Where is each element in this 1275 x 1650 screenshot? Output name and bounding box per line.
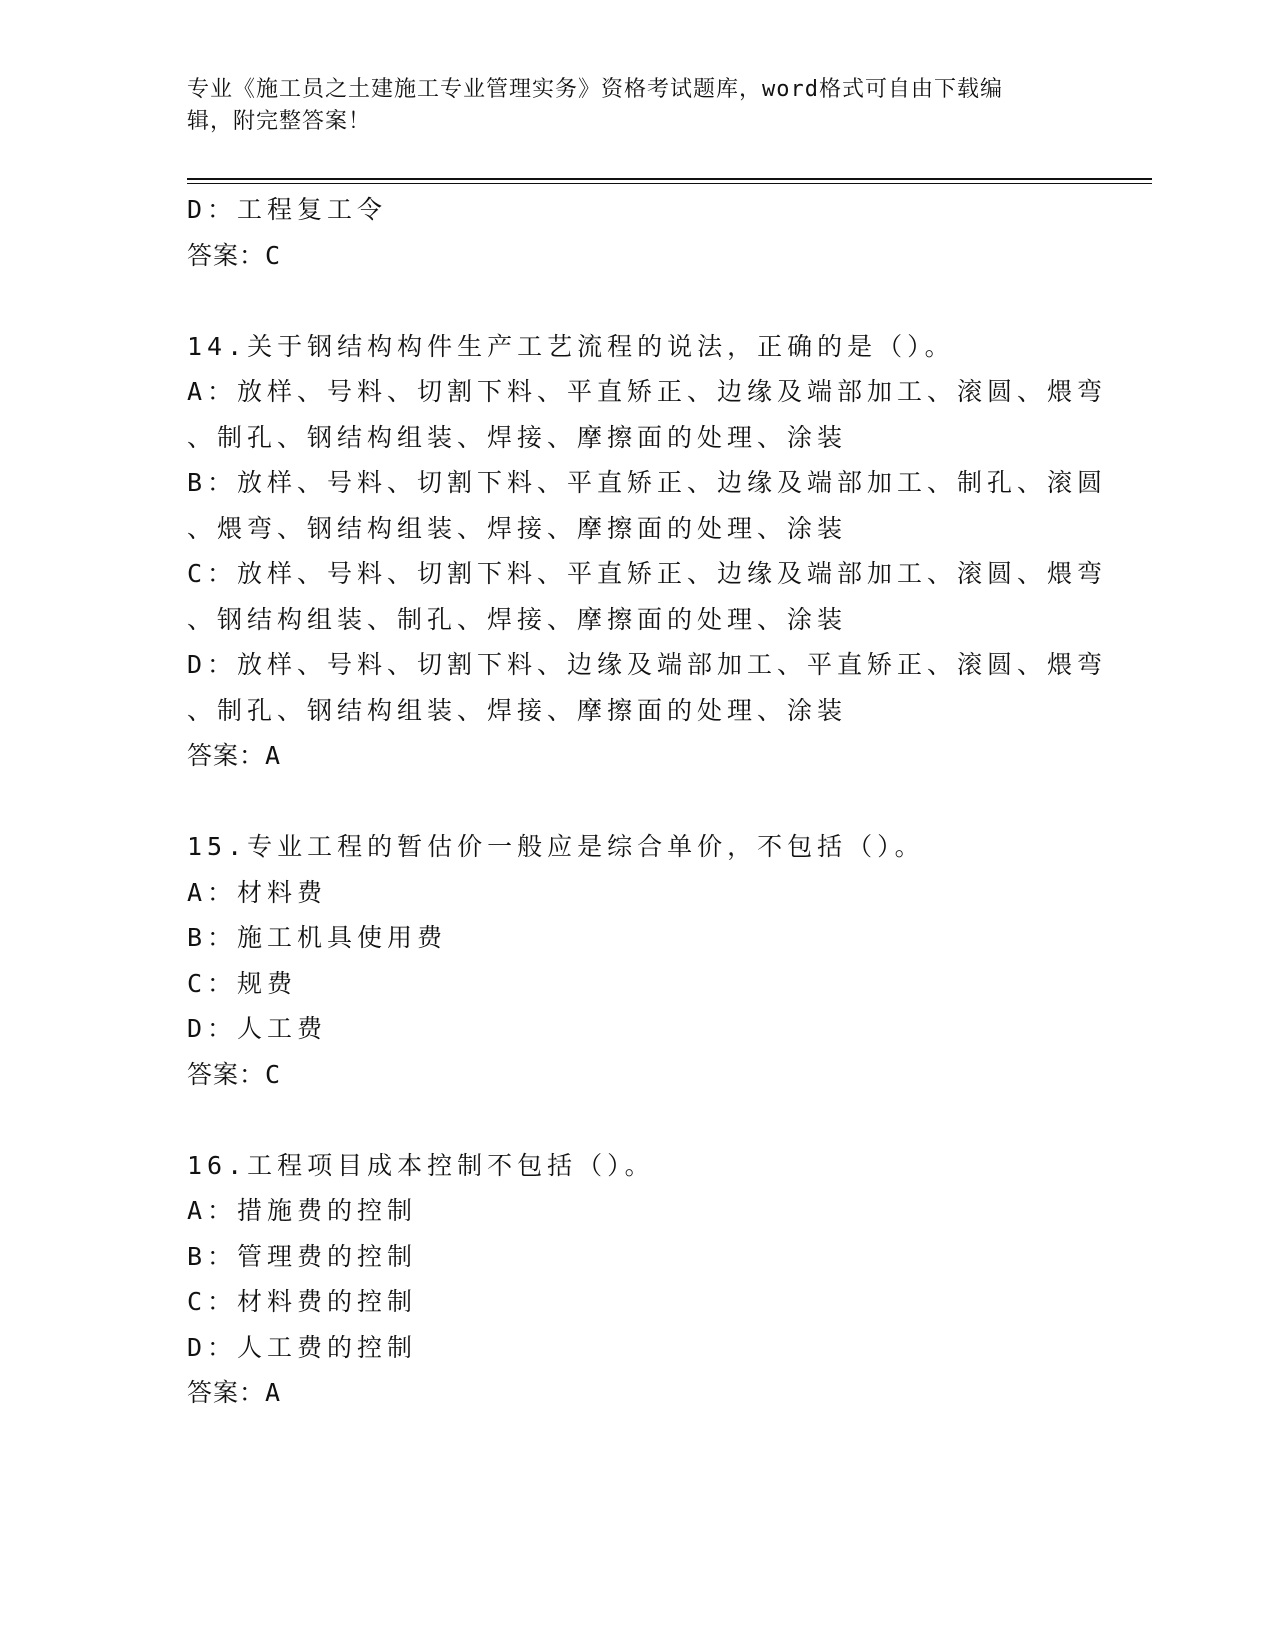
question-14-text: 14.关于钢结构构件生产工艺流程的说法，正确的是（）。 bbox=[187, 331, 955, 361]
spacer bbox=[187, 779, 1087, 825]
question-14 bbox=[187, 324, 1108, 779]
prev-answer: 答案：C bbox=[187, 240, 282, 270]
header-line-2: 辑，附完整答案！ bbox=[187, 109, 372, 134]
question-14-answer: 答案：A bbox=[187, 741, 282, 770]
question-15-option-d: D：人工费 bbox=[187, 1014, 328, 1043]
question-16-text: 16.工程项目成本控制不包括（）。 bbox=[187, 1150, 655, 1180]
question-14-option-c-line-1: C：放样、号料、切割下料、平直矫正、边缘及端部加工、滚圆、煨弯 bbox=[187, 559, 1108, 588]
question-15 bbox=[187, 824, 1087, 1097]
question-16-option-d: D：人工费的控制 bbox=[187, 1332, 418, 1362]
spacer bbox=[187, 278, 1087, 324]
question-14-option-b-line-1: B：放样、号料、切割下料、平直矫正、边缘及端部加工、制孔、滚圆 bbox=[187, 468, 1108, 497]
question-14-option-a-line-1: A：放样、号料、切割下料、平直矫正、边缘及端部加工、滚圆、煨弯 bbox=[187, 377, 1108, 406]
question-14-option-a-line-2: 、制孔、钢结构组装、焊接、摩擦面的处理、涂装 bbox=[187, 422, 848, 452]
question-15-answer: 答案：C bbox=[187, 1059, 282, 1089]
question-15-option-a: A：材料费 bbox=[187, 877, 328, 907]
question-16-option-a: A：措施费的控制 bbox=[187, 1196, 418, 1225]
question-14-option-b-line-2: 、煨弯、钢结构组装、焊接、摩擦面的处理、涂装 bbox=[187, 513, 848, 543]
question-14-option-d-line-2: 、制孔、钢结构组装、焊接、摩擦面的处理、涂装 bbox=[187, 695, 848, 725]
header-divider bbox=[187, 178, 1152, 184]
question-14-option-d-line-1: D：放样、号料、切割下料、边缘及端部加工、平直矫正、滚圆、煨弯 bbox=[187, 650, 1108, 679]
page-header bbox=[187, 74, 1087, 138]
question-15-option-b: B：施工机具使用费 bbox=[187, 923, 448, 952]
question-16 bbox=[187, 1143, 1087, 1416]
prev-option-d: D：工程复工令 bbox=[187, 195, 388, 224]
question-16-option-b: B：管理费的控制 bbox=[187, 1241, 418, 1271]
question-16-answer: 答案：A bbox=[187, 1378, 282, 1407]
spacer bbox=[187, 1097, 1087, 1143]
question-15-option-c: C：规费 bbox=[187, 968, 298, 998]
question-16-option-c: C：材料费的控制 bbox=[187, 1287, 418, 1316]
header-line-1: 专业《施工员之土建施工专业管理实务》资格考试题库，word格式可自由下载编 bbox=[187, 77, 1003, 102]
question-15-text: 15.专业工程的暂估价一般应是综合单价，不包括（）。 bbox=[187, 832, 925, 861]
question-14-option-c-line-2: 、钢结构组装、制孔、焊接、摩擦面的处理、涂装 bbox=[187, 604, 848, 634]
question-list bbox=[187, 187, 1108, 1416]
